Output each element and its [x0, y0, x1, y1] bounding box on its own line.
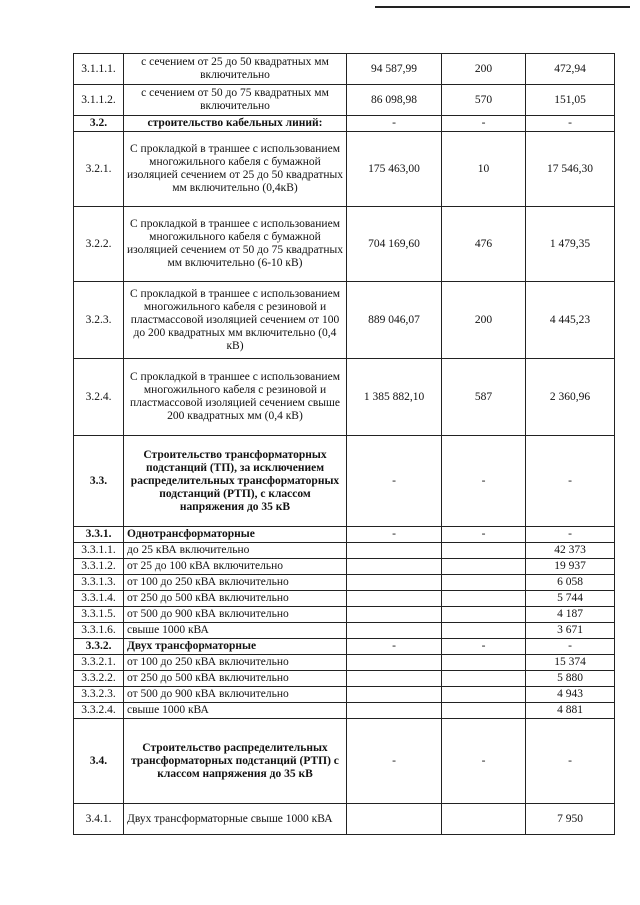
row-description-cell: Однотрансформаторные [124, 527, 347, 543]
row-quantity-cell [442, 655, 526, 671]
top-rule-line [375, 6, 630, 8]
tariff-table-body [74, 54, 615, 835]
row-number-cell: 3.3.2.3. [74, 687, 124, 703]
row-rate-cell: 2 360,96 [526, 359, 615, 436]
row-cost-cell [347, 804, 442, 835]
table-row [74, 282, 615, 359]
row-quantity-cell: - [442, 719, 526, 804]
row-number-cell: 3.4. [74, 719, 124, 804]
row-rate-cell: 19 937 [526, 559, 615, 575]
row-quantity-cell [442, 575, 526, 591]
row-cost-cell: 86 098,98 [347, 85, 442, 116]
table-row [74, 559, 615, 575]
row-rate-cell: - [526, 116, 615, 132]
row-quantity-cell: - [442, 436, 526, 527]
row-rate-cell: 4 445,23 [526, 282, 615, 359]
row-quantity-cell: - [442, 639, 526, 655]
row-quantity-cell: 10 [442, 132, 526, 207]
table-row [74, 804, 615, 835]
row-description-cell: свыше 1000 кВА [124, 703, 347, 719]
row-description-cell: с сечением от 50 до 75 квадратных мм включительно [124, 85, 347, 116]
row-description-cell: до 25 кВА включительно [124, 543, 347, 559]
row-cost-cell: - [347, 436, 442, 527]
row-number-cell: 3.3.1.6. [74, 623, 124, 639]
table-row [74, 132, 615, 207]
row-quantity-cell: 200 [442, 282, 526, 359]
row-cost-cell: - [347, 719, 442, 804]
row-description-cell: Двух трансформаторные свыше 1000 кВА [124, 804, 347, 835]
row-cost-cell [347, 543, 442, 559]
row-cost-cell [347, 575, 442, 591]
row-rate-cell: 7 950 [526, 804, 615, 835]
row-rate-cell: 4 187 [526, 607, 615, 623]
row-rate-cell: 5 880 [526, 671, 615, 687]
row-rate-cell: 4 943 [526, 687, 615, 703]
row-number-cell: 3.3.1.1. [74, 543, 124, 559]
row-cost-cell: - [347, 527, 442, 543]
row-cost-cell: 889 046,07 [347, 282, 442, 359]
table-row [74, 543, 615, 559]
row-rate-cell: - [526, 719, 615, 804]
table-row [74, 527, 615, 543]
table-row [74, 359, 615, 436]
row-description-cell: С прокладкой в траншее с использованием многожильного кабеля с резиновой и пластмассовой изоляцией сечением свыше 200 квадратных мм (0,4 кВ) [124, 359, 347, 436]
row-number-cell: 3.3.1.2. [74, 559, 124, 575]
row-quantity-cell [442, 687, 526, 703]
row-cost-cell: 175 463,00 [347, 132, 442, 207]
row-rate-cell: 472,94 [526, 54, 615, 85]
table-row [74, 607, 615, 623]
row-description-cell: С прокладкой в траншее с использованием многожильного кабеля с резиновой и пластмассовой изоляцией сечением от 100 до 200 квадратных мм включительно (0,4 кВ) [124, 282, 347, 359]
row-number-cell: 3.3.2. [74, 639, 124, 655]
table-row [74, 687, 615, 703]
row-description-cell: от 100 до 250 кВА включительно [124, 655, 347, 671]
row-quantity-cell [442, 703, 526, 719]
table-row [74, 436, 615, 527]
row-rate-cell: 15 374 [526, 655, 615, 671]
table-row [74, 575, 615, 591]
table-row [74, 719, 615, 804]
row-number-cell: 3.1.1.2. [74, 85, 124, 116]
row-rate-cell: 1 479,35 [526, 207, 615, 282]
table-row [74, 591, 615, 607]
row-rate-cell: 4 881 [526, 703, 615, 719]
row-cost-cell [347, 687, 442, 703]
row-cost-cell: - [347, 116, 442, 132]
row-rate-cell: 42 373 [526, 543, 615, 559]
row-cost-cell: 94 587,99 [347, 54, 442, 85]
row-description-cell: с сечением от 25 до 50 квадратных мм включительно [124, 54, 347, 85]
row-rate-cell: 151,05 [526, 85, 615, 116]
row-quantity-cell [442, 607, 526, 623]
row-quantity-cell: - [442, 527, 526, 543]
row-number-cell: 3.3. [74, 436, 124, 527]
row-cost-cell: 704 169,60 [347, 207, 442, 282]
row-description-cell: С прокладкой в траншее с использованием многожильного кабеля с бумажной изоляцией сечением от 50 до 75 квадратных мм включительно (6-10 кВ) [124, 207, 347, 282]
row-description-cell: от 100 до 250 кВА включительно [124, 575, 347, 591]
row-quantity-cell [442, 559, 526, 575]
row-description-cell: С прокладкой в траншее с использованием многожильного кабеля с бумажной изоляцией сечением от 25 до 50 квадратных мм включительно (0,4кВ) [124, 132, 347, 207]
row-cost-cell [347, 703, 442, 719]
row-description-cell: от 250 до 500 кВА включительно [124, 591, 347, 607]
row-number-cell: 3.1.1.1. [74, 54, 124, 85]
row-rate-cell: - [526, 527, 615, 543]
row-cost-cell [347, 671, 442, 687]
row-quantity-cell [442, 543, 526, 559]
row-number-cell: 3.4.1. [74, 804, 124, 835]
tariff-table [73, 53, 615, 835]
row-quantity-cell [442, 671, 526, 687]
row-rate-cell: - [526, 639, 615, 655]
table-row [74, 116, 615, 132]
row-number-cell: 3.2.1. [74, 132, 124, 207]
row-quantity-cell [442, 804, 526, 835]
row-description-cell: свыше 1000 кВА [124, 623, 347, 639]
table-row [74, 671, 615, 687]
row-description-cell: от 25 до 100 кВА включительно [124, 559, 347, 575]
row-cost-cell [347, 559, 442, 575]
table-row [74, 623, 615, 639]
table-row [74, 207, 615, 282]
row-number-cell: 3.3.2.1. [74, 655, 124, 671]
row-description-cell: строительство кабельных линий: [124, 116, 347, 132]
row-number-cell: 3.3.2.2. [74, 671, 124, 687]
row-cost-cell [347, 623, 442, 639]
row-number-cell: 3.3.1.3. [74, 575, 124, 591]
row-quantity-cell: - [442, 116, 526, 132]
row-quantity-cell: 200 [442, 54, 526, 85]
row-number-cell: 3.3.1.5. [74, 607, 124, 623]
row-description-cell: Двух трансформаторные [124, 639, 347, 655]
row-cost-cell [347, 655, 442, 671]
row-rate-cell: 6 058 [526, 575, 615, 591]
row-quantity-cell: 570 [442, 85, 526, 116]
table-row [74, 639, 615, 655]
row-number-cell: 3.3.1.4. [74, 591, 124, 607]
table-row [74, 703, 615, 719]
table-row [74, 85, 615, 116]
table-row [74, 54, 615, 85]
row-cost-cell [347, 607, 442, 623]
row-description-cell: от 500 до 900 кВА включительно [124, 687, 347, 703]
row-cost-cell: - [347, 639, 442, 655]
row-description-cell: от 500 до 900 кВА включительно [124, 607, 347, 623]
row-cost-cell [347, 591, 442, 607]
row-description-cell: от 250 до 500 кВА включительно [124, 671, 347, 687]
row-quantity-cell [442, 591, 526, 607]
row-rate-cell: 5 744 [526, 591, 615, 607]
row-description-cell: Строительство трансформаторных подстанций (ТП), за исключением распределительных трансформаторных подстанций (РТП), с классом напряжения до 35 кВ [124, 436, 347, 527]
row-cost-cell: 1 385 882,10 [347, 359, 442, 436]
row-rate-cell: 17 546,30 [526, 132, 615, 207]
row-number-cell: 3.2.4. [74, 359, 124, 436]
row-number-cell: 3.3.1. [74, 527, 124, 543]
row-rate-cell: - [526, 436, 615, 527]
row-rate-cell: 3 671 [526, 623, 615, 639]
row-quantity-cell: 476 [442, 207, 526, 282]
row-description-cell: Строительство распределительных трансформаторных подстанций (РТП) с классом напряжения до 35 кВ [124, 719, 347, 804]
row-quantity-cell: 587 [442, 359, 526, 436]
table-row [74, 655, 615, 671]
row-number-cell: 3.3.2.4. [74, 703, 124, 719]
row-number-cell: 3.2. [74, 116, 124, 132]
row-quantity-cell [442, 623, 526, 639]
row-number-cell: 3.2.3. [74, 282, 124, 359]
row-number-cell: 3.2.2. [74, 207, 124, 282]
